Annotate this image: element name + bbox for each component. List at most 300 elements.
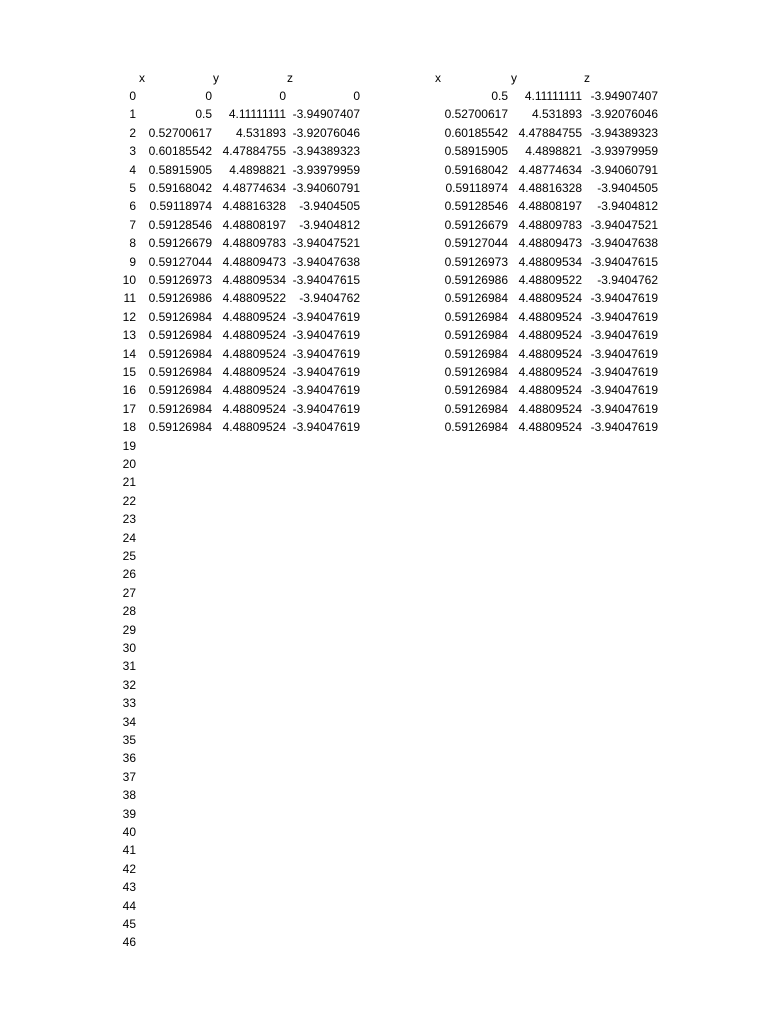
- right-y-cell: [510, 786, 582, 804]
- right-z-cell: [584, 897, 658, 915]
- left-z-cell: [288, 437, 360, 455]
- left-y-cell: [214, 437, 286, 455]
- left-y-cell: [214, 602, 286, 620]
- row-number: 23: [122, 512, 136, 527]
- right-z-cell: -3.94047619: [590, 365, 658, 379]
- table-row: [0, 731, 768, 749]
- left-y-cell: 4.48809524: [222, 365, 286, 379]
- left-z-cell: [288, 621, 360, 639]
- right-x-cell: 0.59126984: [444, 291, 508, 306]
- right-z-cell: [584, 676, 658, 694]
- right-z-cell: -3.94047619: [590, 420, 658, 435]
- row-number: 39: [122, 806, 136, 821]
- right-z-cell: [584, 860, 658, 878]
- right-z-cell: [584, 805, 658, 823]
- left-y-cell: 4.11111111: [228, 107, 286, 122]
- row-number: 38: [122, 788, 136, 803]
- right-x-cell: 0.59126984: [444, 328, 508, 343]
- left-y-cell: 4.48816328: [222, 199, 286, 214]
- right-y-cell: 4.48809524: [518, 309, 582, 324]
- left-x-cell: [140, 860, 212, 878]
- right-x-cell: 0.60185542: [444, 125, 508, 140]
- right-y-cell: [510, 749, 582, 767]
- left-x-cell: [140, 657, 212, 675]
- left-y-cell: [214, 694, 286, 712]
- row-number: 24: [122, 530, 136, 545]
- left-y-cell: 4.4898821: [229, 162, 286, 177]
- row-number: 37: [122, 769, 136, 784]
- left-x-cell: 0.5: [195, 107, 212, 122]
- table-row: [0, 381, 768, 399]
- table-row: [0, 492, 768, 510]
- left-z-cell: [288, 933, 360, 951]
- left-x-cell: [140, 915, 212, 933]
- left-x-cell: 0.60185542: [148, 144, 212, 159]
- left-z-cell: -3.94047619: [292, 365, 360, 379]
- table-row: [0, 179, 768, 197]
- left-x-cell: [140, 455, 212, 473]
- right-y-cell: [510, 805, 582, 823]
- left-z-cell: 0: [353, 89, 360, 103]
- left-x-cell: [140, 768, 212, 786]
- left-z-cell: [288, 492, 360, 510]
- left-x-cell: [140, 878, 212, 896]
- left-x-cell: 0.59126984: [148, 401, 212, 416]
- left-x-cell: 0.59126984: [148, 346, 212, 361]
- left-z-cell: [288, 547, 360, 565]
- left-z-cell: -3.94047619: [292, 401, 360, 416]
- table-row: [0, 786, 768, 804]
- left-y-cell: [214, 473, 286, 491]
- left-y-cell: 0: [279, 89, 286, 103]
- right-z-cell: [584, 878, 658, 896]
- right-x-cell: [436, 841, 508, 859]
- row-number: 30: [122, 641, 136, 655]
- right-z-cell: [584, 694, 658, 712]
- right-x-header: x: [435, 71, 441, 85]
- right-y-cell: [510, 676, 582, 694]
- left-y-cell: [214, 915, 286, 933]
- right-z-cell: [584, 437, 658, 455]
- table-row: [0, 860, 768, 878]
- left-y-cell: [214, 529, 286, 547]
- header-row: [0, 69, 768, 87]
- right-y-cell: 4.48809534: [518, 254, 582, 269]
- row-number: 10: [122, 273, 136, 287]
- left-y-cell: [214, 676, 286, 694]
- left-y-cell: [214, 841, 286, 859]
- right-y-cell: [510, 823, 582, 841]
- left-y-header: y: [213, 71, 219, 85]
- right-z-cell: -3.9404505: [597, 181, 658, 195]
- table-row: [0, 915, 768, 933]
- left-x-cell: [140, 933, 212, 951]
- left-x-cell: 0.59118974: [149, 199, 212, 214]
- row-number: 17: [122, 401, 136, 416]
- right-z-cell: [584, 529, 658, 547]
- table-row: [0, 510, 768, 528]
- left-x-cell: [140, 694, 212, 712]
- left-y-cell: [214, 878, 286, 896]
- right-z-cell: -3.94047619: [590, 383, 658, 398]
- right-z-cell: -3.94047615: [590, 254, 658, 269]
- left-z-cell: [288, 731, 360, 749]
- left-x-cell: 0.59126984: [148, 309, 212, 324]
- right-y-cell: 4.48808197: [518, 199, 582, 214]
- row-number: 2: [129, 125, 136, 140]
- right-y-cell: 4.48809524: [518, 328, 582, 343]
- left-y-cell: 4.48809524: [222, 401, 286, 416]
- right-z-cell: [584, 639, 658, 657]
- right-z-cell: [584, 915, 658, 933]
- left-x-cell: [140, 437, 212, 455]
- left-y-cell: [214, 860, 286, 878]
- left-x-cell: [140, 639, 212, 657]
- table-row: [0, 473, 768, 491]
- row-number: 33: [122, 696, 136, 711]
- right-x-cell: 0.5: [491, 89, 508, 103]
- right-z-cell: [584, 565, 658, 583]
- right-y-cell: 4.48809522: [518, 273, 582, 287]
- right-y-header: y: [511, 71, 517, 85]
- left-x-cell: [140, 786, 212, 804]
- right-y-cell: [510, 768, 582, 786]
- left-x-cell: [140, 473, 212, 491]
- right-x-cell: [436, 915, 508, 933]
- left-y-cell: 4.48809783: [222, 236, 286, 251]
- left-z-cell: [288, 455, 360, 473]
- left-z-cell: -3.94907407: [292, 107, 360, 122]
- right-z-cell: -3.9404812: [597, 199, 658, 214]
- right-z-cell: [584, 768, 658, 786]
- right-x-cell: 0.58915905: [444, 144, 508, 159]
- left-y-cell: [214, 768, 286, 786]
- left-z-cell: [288, 473, 360, 491]
- right-y-cell: [510, 657, 582, 675]
- row-number: 7: [129, 217, 136, 232]
- left-y-cell: [214, 933, 286, 951]
- right-z-cell: -3.94047619: [590, 309, 658, 324]
- right-z-cell: -3.94047619: [590, 328, 658, 343]
- right-y-cell: [510, 473, 582, 491]
- right-y-cell: 4.4898821: [525, 144, 582, 159]
- right-z-cell: -3.94389323: [590, 125, 658, 140]
- row-number: 0: [129, 89, 136, 103]
- right-z-cell: -3.94060791: [590, 162, 658, 177]
- right-x-cell: 0.59118974: [445, 181, 508, 195]
- row-number: 11: [123, 291, 136, 306]
- right-z-cell: [584, 473, 658, 491]
- right-y-cell: [510, 860, 582, 878]
- right-z-cell: -3.94047521: [590, 217, 658, 232]
- left-z-cell: [288, 768, 360, 786]
- right-z-cell: [584, 455, 658, 473]
- left-y-cell: 4.48774634: [222, 181, 286, 195]
- table-row: [0, 657, 768, 675]
- table-row: [0, 676, 768, 694]
- right-y-cell: [510, 933, 582, 951]
- right-y-cell: 4.47884755: [518, 125, 582, 140]
- left-z-cell: [288, 639, 360, 657]
- left-x-cell: [140, 731, 212, 749]
- right-x-cell: 0.59126984: [444, 401, 508, 416]
- table-row: [0, 308, 768, 326]
- table-row: [0, 805, 768, 823]
- left-z-cell: -3.94047619: [292, 328, 360, 343]
- left-y-cell: 4.48809522: [222, 291, 286, 306]
- left-z-cell: [288, 860, 360, 878]
- left-z-cell: [288, 897, 360, 915]
- left-x-header: x: [139, 71, 145, 85]
- left-y-cell: [214, 547, 286, 565]
- left-z-cell: [288, 510, 360, 528]
- right-y-cell: [510, 915, 582, 933]
- right-y-cell: 4.11111111: [524, 89, 582, 103]
- left-y-cell: 4.48809473: [222, 254, 286, 269]
- left-x-cell: 0.52700617: [148, 125, 212, 140]
- right-z-cell: -3.94907407: [590, 89, 658, 103]
- row-number: 4: [129, 162, 136, 177]
- right-z-cell: [584, 749, 658, 767]
- right-x-cell: [436, 713, 508, 731]
- row-number: 43: [122, 880, 136, 895]
- row-number: 32: [122, 677, 136, 692]
- left-x-cell: [140, 565, 212, 583]
- row-number: 9: [129, 254, 136, 269]
- row-number: 44: [122, 898, 136, 913]
- row-number: 3: [129, 144, 136, 159]
- left-z-cell: -3.94047638: [292, 254, 360, 269]
- right-y-cell: [510, 639, 582, 657]
- left-y-cell: [214, 584, 286, 602]
- left-y-cell: [214, 823, 286, 841]
- left-z-cell: [288, 529, 360, 547]
- left-z-cell: [288, 823, 360, 841]
- left-y-cell: 4.47884755: [222, 144, 286, 159]
- right-x-cell: 0.59126679: [444, 217, 508, 232]
- left-y-cell: [214, 492, 286, 510]
- right-x-cell: 0.59126984: [444, 420, 508, 435]
- left-z-cell: [288, 657, 360, 675]
- right-x-cell: [436, 529, 508, 547]
- left-y-cell: 4.48809524: [222, 328, 286, 343]
- right-x-cell: [436, 547, 508, 565]
- right-z-cell: [584, 713, 658, 731]
- right-y-cell: 4.48809524: [518, 383, 582, 398]
- left-x-cell: [140, 602, 212, 620]
- left-x-cell: [140, 823, 212, 841]
- left-x-cell: 0.59126984: [148, 365, 212, 379]
- table-row: [0, 345, 768, 363]
- right-z-cell: -3.9404762: [597, 273, 658, 287]
- left-y-cell: 4.48809524: [222, 383, 286, 398]
- left-z-cell: -3.94047619: [292, 383, 360, 398]
- table-row: [0, 437, 768, 455]
- row-number: 36: [122, 751, 136, 766]
- right-z-cell: -3.94047619: [590, 291, 658, 306]
- right-z-cell: [584, 657, 658, 675]
- left-y-cell: [214, 565, 286, 583]
- left-z-cell: [288, 878, 360, 896]
- table-row: [0, 878, 768, 896]
- left-y-cell: [214, 639, 286, 657]
- right-x-cell: [436, 694, 508, 712]
- right-x-cell: 0.52700617: [444, 107, 508, 122]
- right-x-cell: [436, 749, 508, 767]
- right-y-cell: 4.48816328: [518, 181, 582, 195]
- right-y-cell: [510, 510, 582, 528]
- table-row: [0, 933, 768, 951]
- table-row: [0, 768, 768, 786]
- left-z-header: z: [287, 71, 293, 85]
- table-row: [0, 621, 768, 639]
- right-y-cell: [510, 841, 582, 859]
- right-x-cell: [436, 897, 508, 915]
- left-x-cell: [140, 805, 212, 823]
- right-x-cell: [436, 823, 508, 841]
- row-number: 35: [122, 733, 136, 747]
- right-x-cell: 0.59126973: [444, 254, 508, 269]
- left-y-cell: [214, 621, 286, 639]
- right-y-cell: [510, 547, 582, 565]
- right-y-cell: [510, 565, 582, 583]
- right-z-cell: [584, 933, 658, 951]
- left-z-cell: -3.92076046: [292, 125, 360, 140]
- left-z-cell: [288, 676, 360, 694]
- right-y-cell: [510, 529, 582, 547]
- left-x-cell: 0.59126973: [148, 273, 212, 287]
- row-number: 8: [129, 236, 136, 251]
- left-x-cell: 0.59126984: [148, 383, 212, 398]
- right-y-cell: [510, 713, 582, 731]
- row-number: 13: [122, 328, 136, 343]
- right-z-cell: [584, 510, 658, 528]
- right-y-cell: 4.531893: [531, 107, 582, 122]
- left-z-cell: [288, 694, 360, 712]
- right-x-cell: [436, 455, 508, 473]
- left-x-cell: [140, 529, 212, 547]
- left-y-cell: [214, 731, 286, 749]
- right-x-cell: [436, 860, 508, 878]
- table-row: [0, 271, 768, 289]
- row-number: 46: [122, 935, 136, 950]
- left-z-cell: -3.94047619: [292, 346, 360, 361]
- left-z-cell: [288, 749, 360, 767]
- row-number: 27: [122, 585, 136, 600]
- table-row: [0, 105, 768, 123]
- left-x-cell: 0.59127044: [148, 254, 212, 269]
- table-row: [0, 124, 768, 142]
- right-y-cell: 4.48809524: [518, 291, 582, 306]
- right-x-cell: 0.59126986: [444, 273, 508, 287]
- right-y-cell: 4.48809783: [518, 217, 582, 232]
- right-y-cell: [510, 878, 582, 896]
- left-x-cell: 0.59126986: [148, 291, 212, 306]
- left-x-cell: [140, 897, 212, 915]
- right-z-cell: -3.94047619: [590, 401, 658, 416]
- left-y-cell: 4.48809524: [222, 420, 286, 435]
- table-row: [0, 253, 768, 271]
- table-row: [0, 584, 768, 602]
- right-z-cell: -3.92076046: [590, 107, 658, 122]
- row-number: 29: [122, 622, 136, 637]
- left-z-cell: -3.9404762: [299, 291, 360, 306]
- left-x-cell: [140, 676, 212, 694]
- left-y-cell: 4.531893: [235, 125, 286, 140]
- right-z-cell: [584, 492, 658, 510]
- left-x-cell: [140, 547, 212, 565]
- left-x-cell: 0.59128546: [148, 217, 212, 232]
- right-x-cell: 0.59126984: [444, 346, 508, 361]
- right-x-cell: [436, 602, 508, 620]
- right-y-cell: [510, 731, 582, 749]
- row-number: 28: [122, 604, 136, 619]
- row-number: 6: [129, 199, 136, 214]
- row-number: 22: [122, 493, 136, 508]
- right-y-cell: 4.48809524: [518, 365, 582, 379]
- row-number: 45: [122, 917, 136, 931]
- right-x-cell: [436, 639, 508, 657]
- table-row: [0, 639, 768, 657]
- row-number: 5: [129, 181, 136, 195]
- table-row: [0, 418, 768, 436]
- left-x-cell: 0.59126679: [148, 236, 212, 251]
- left-x-cell: 0.59126984: [148, 328, 212, 343]
- left-z-cell: [288, 841, 360, 859]
- left-x-cell: [140, 584, 212, 602]
- row-number: 12: [122, 309, 136, 324]
- left-x-cell: [140, 749, 212, 767]
- right-x-cell: 0.59128546: [444, 199, 508, 214]
- table-row: [0, 841, 768, 859]
- right-x-cell: [436, 510, 508, 528]
- left-y-cell: 4.48809524: [222, 309, 286, 324]
- right-y-cell: 4.48809524: [518, 420, 582, 435]
- table-row: [0, 289, 768, 307]
- left-z-cell: -3.9404505: [299, 199, 360, 214]
- right-y-cell: 4.48809524: [518, 346, 582, 361]
- right-x-cell: [436, 584, 508, 602]
- row-number: 41: [122, 843, 136, 858]
- row-number: 19: [122, 438, 136, 453]
- right-x-cell: [436, 933, 508, 951]
- row-number: 42: [122, 861, 136, 876]
- table-row: [0, 326, 768, 344]
- table-row: [0, 529, 768, 547]
- right-z-cell: -3.94047638: [590, 236, 658, 251]
- left-y-cell: [214, 897, 286, 915]
- table-row: [0, 565, 768, 583]
- right-x-cell: [436, 565, 508, 583]
- table-row: [0, 602, 768, 620]
- right-x-cell: [436, 768, 508, 786]
- row-number: 26: [122, 567, 136, 582]
- right-x-cell: 0.59126984: [444, 383, 508, 398]
- left-z-cell: [288, 565, 360, 583]
- left-x-cell: [140, 510, 212, 528]
- table-row: [0, 161, 768, 179]
- right-z-cell: [584, 841, 658, 859]
- left-y-cell: [214, 749, 286, 767]
- right-x-cell: 0.59127044: [444, 236, 508, 251]
- row-number: 18: [122, 420, 136, 435]
- left-z-cell: [288, 786, 360, 804]
- right-y-cell: [510, 621, 582, 639]
- row-number: 20: [122, 457, 136, 471]
- right-y-cell: 4.48809524: [518, 401, 582, 416]
- right-y-cell: [510, 492, 582, 510]
- left-x-cell: [140, 713, 212, 731]
